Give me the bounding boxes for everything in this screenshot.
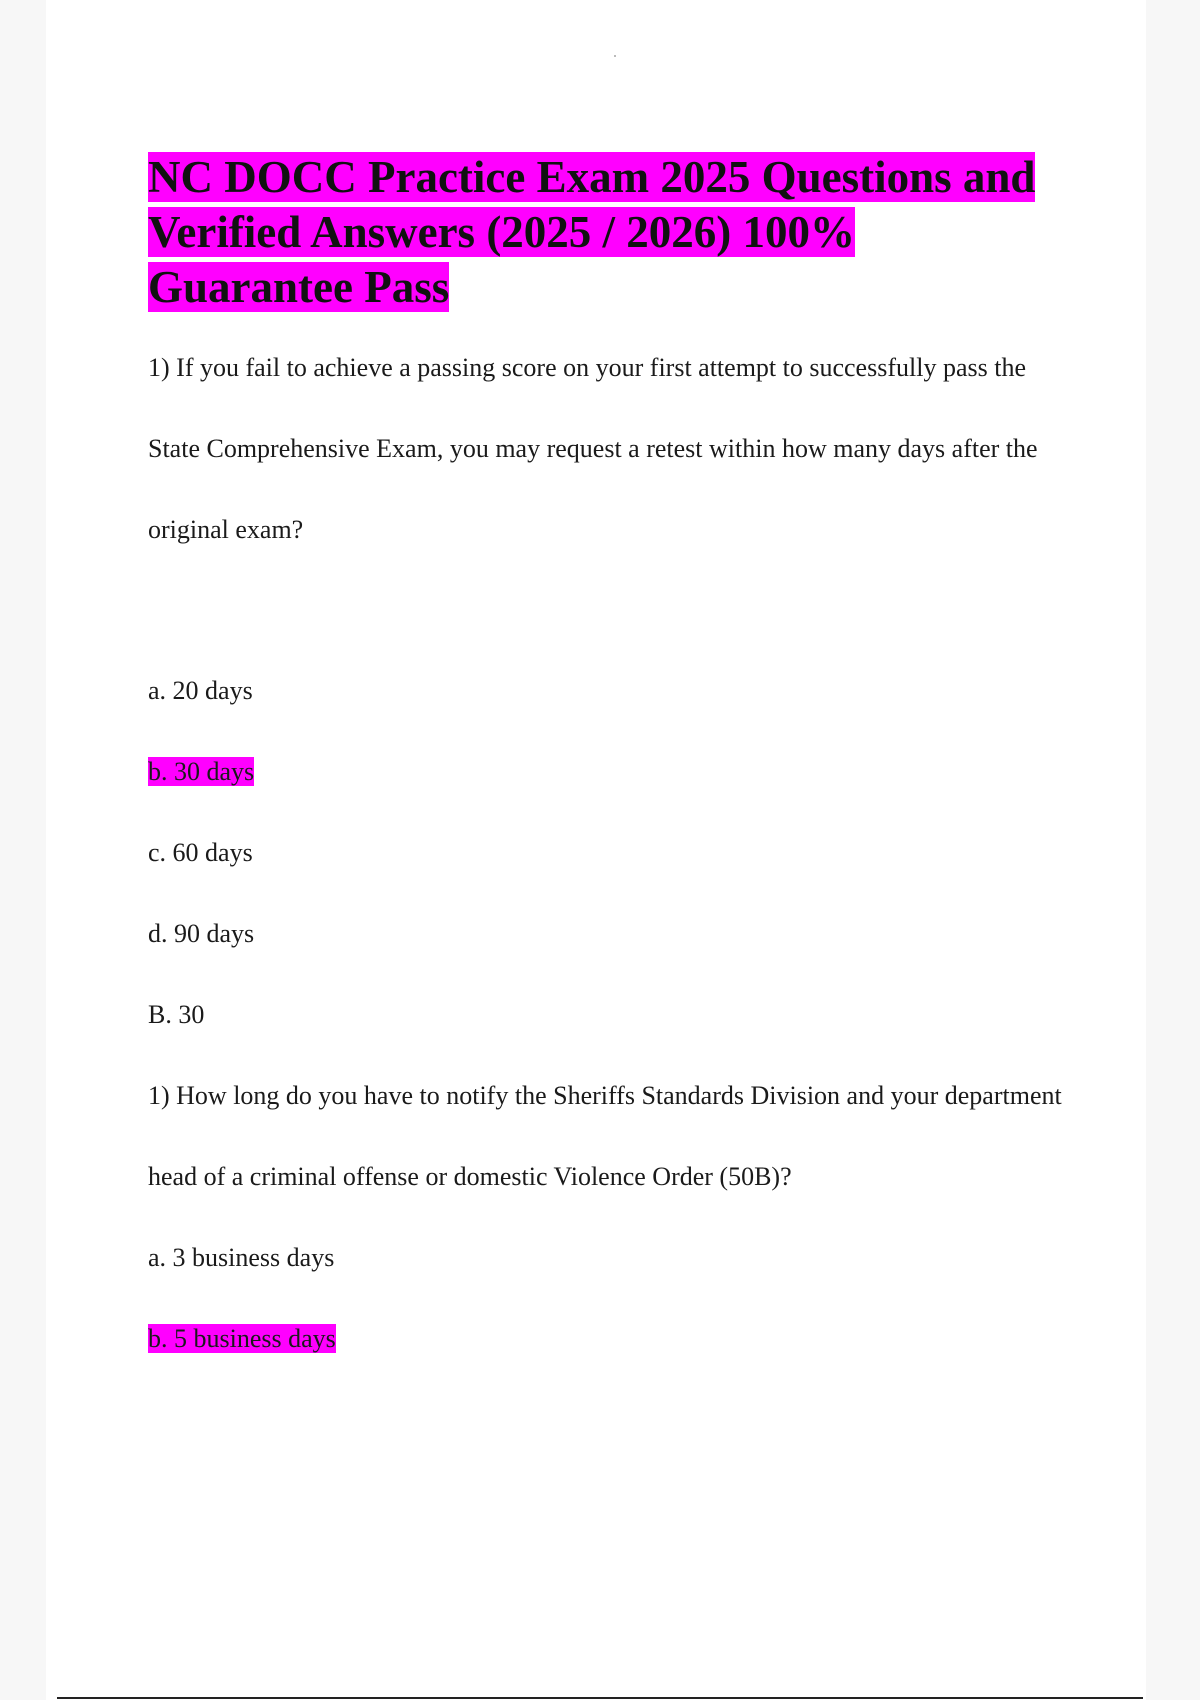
question-1-text: 1) If you fail to achieve a passing score on your first attempt to successfully pass the State Comprehensive Exam, you may request a retest within how many days after the original exam? [148, 353, 1038, 544]
question-1-option-a: a. 20 days [148, 676, 253, 705]
question-1-option-d: d. 90 days [148, 919, 255, 948]
title-highlight: NC DOCC Practice Exam 2025 Questions and Verified Answers (2025 / 2026) 100% Guarantee Pass [148, 152, 1036, 312]
spacer [148, 570, 1068, 650]
highlighted-answer: b. 5 business days [148, 1324, 336, 1353]
question-2-option-b [148, 1298, 1068, 1379]
question-1-option-b [148, 731, 1068, 812]
question-1-option-c: c. 60 days [148, 838, 253, 867]
document-content [148, 150, 1068, 1379]
page-mark [614, 55, 616, 57]
question-2-text: 1) How long do you have to notify the Sheriffs Standards Division and your department head of a criminal offense or domestic Violence Order (50B)? [148, 1081, 1062, 1191]
question-1 [148, 327, 1068, 1055]
page-bottom-rule [57, 1697, 1143, 1699]
question-1-answer: B. 30 [148, 1000, 205, 1029]
document-title [148, 150, 1068, 315]
question-2-option-a: a. 3 business days [148, 1243, 335, 1272]
highlighted-answer: b. 30 days [148, 757, 255, 786]
question-2 [148, 1055, 1068, 1379]
